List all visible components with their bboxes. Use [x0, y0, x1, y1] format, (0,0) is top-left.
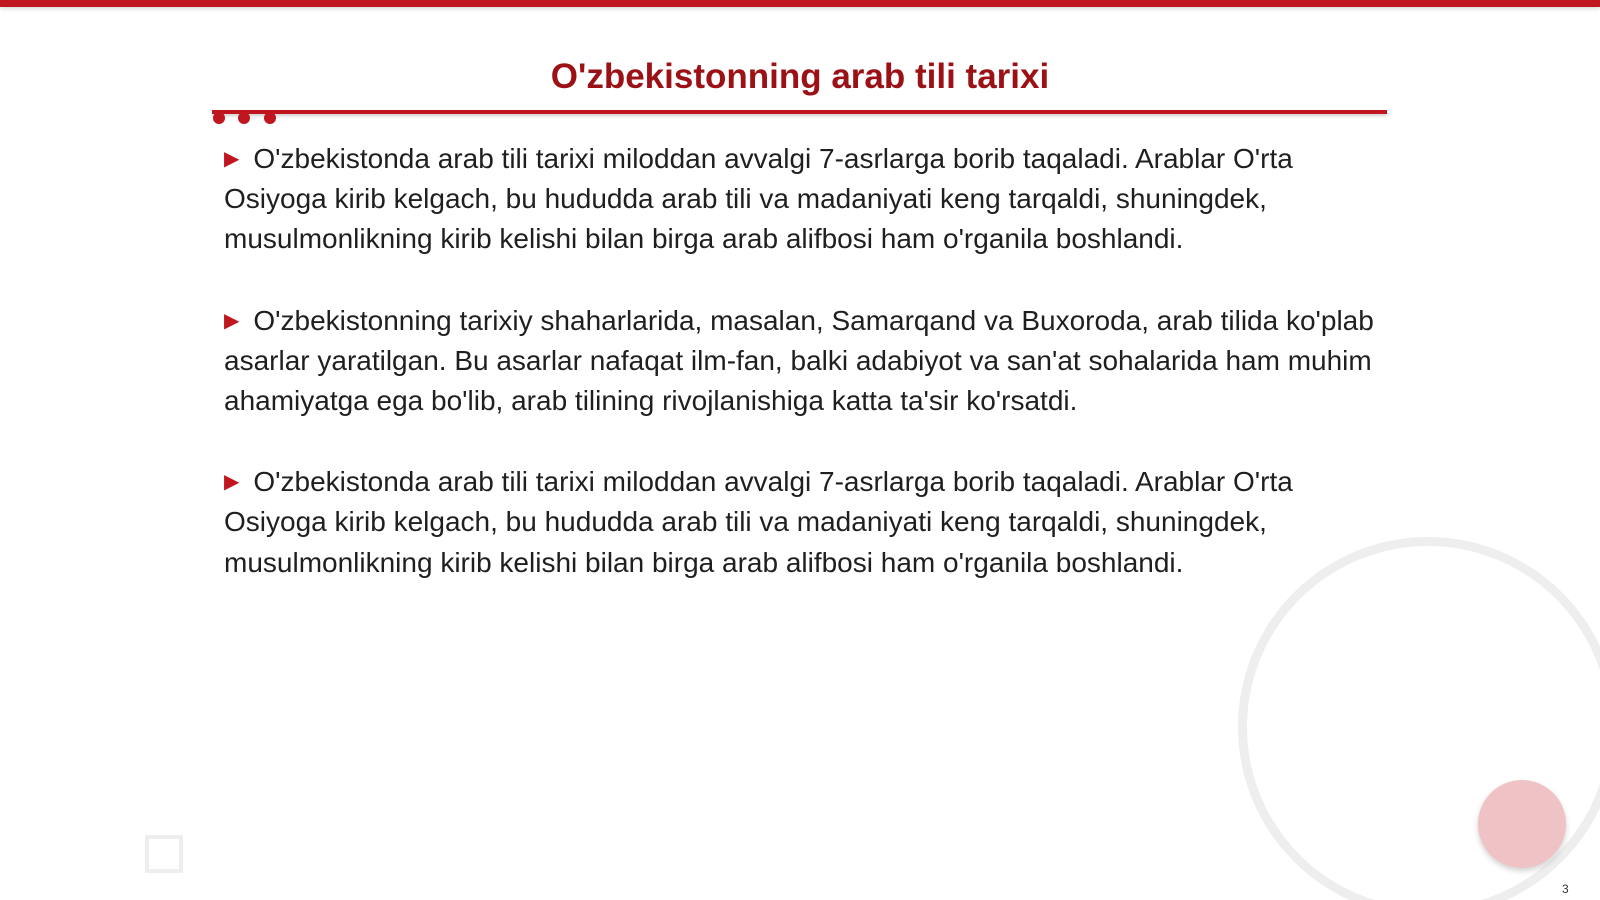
top-accent-bar: [0, 0, 1600, 7]
bullet-paragraph: [224, 139, 1374, 260]
slide-title: O'zbekistonning arab tili tarixi: [550, 57, 1050, 96]
decorative-square: [145, 835, 183, 873]
decorative-circle: [1478, 780, 1566, 868]
bullet-arrow-icon: ▶: [224, 309, 240, 332]
bullet-paragraph: [224, 462, 1374, 583]
paragraph-text: O'zbekistonda arab tili tarixi miloddan avvalgi 7-asrlarga borib taqaladi. Arablar O'rta Osiyoga kirib kelgach, bu hududda arab tili va madaniyati keng tarqaldi, shuningdek, musulmonlikning kirib kelishi bilan birga arab alifbosi ham o'rganila boshlandi.: [224, 143, 1293, 255]
paragraph-text: O'zbekistonning tarixiy shaharlarida, masalan, Samarqand va Buxoroda, arab tilida ko'plab asarlar yaratilgan. Bu asarlar nafaqat ilm-fan, balki adabiyot va san'at sohalarida ham muhim ahamiyatga ega bo'lib, arab tilining rivojlanishiga katta ta'sir ko'rsatdi.: [224, 304, 1374, 417]
paragraph-text: O'zbekistonda arab tili tarixi miloddan avvalgi 7-asrlarga borib taqaladi. Arablar O'rta Osiyoga kirib kelgach, bu hududda arab tili va madaniyati keng tarqaldi, shuningdek, musulmonlikning kirib kelishi bilan birga arab alifbosi ham o'rganila boshlandi.: [224, 466, 1293, 578]
bullet-arrow-icon: ▶: [224, 471, 240, 494]
bullet-paragraph: [224, 301, 1374, 422]
slide-content: [224, 139, 1374, 624]
title-underline: [212, 110, 1387, 114]
bullet-arrow-icon: ▶: [224, 148, 240, 170]
decorative-dot: [213, 112, 225, 124]
page-number: 3: [1562, 882, 1569, 896]
decorative-dot: [264, 112, 276, 124]
decorative-dot: [238, 112, 250, 124]
